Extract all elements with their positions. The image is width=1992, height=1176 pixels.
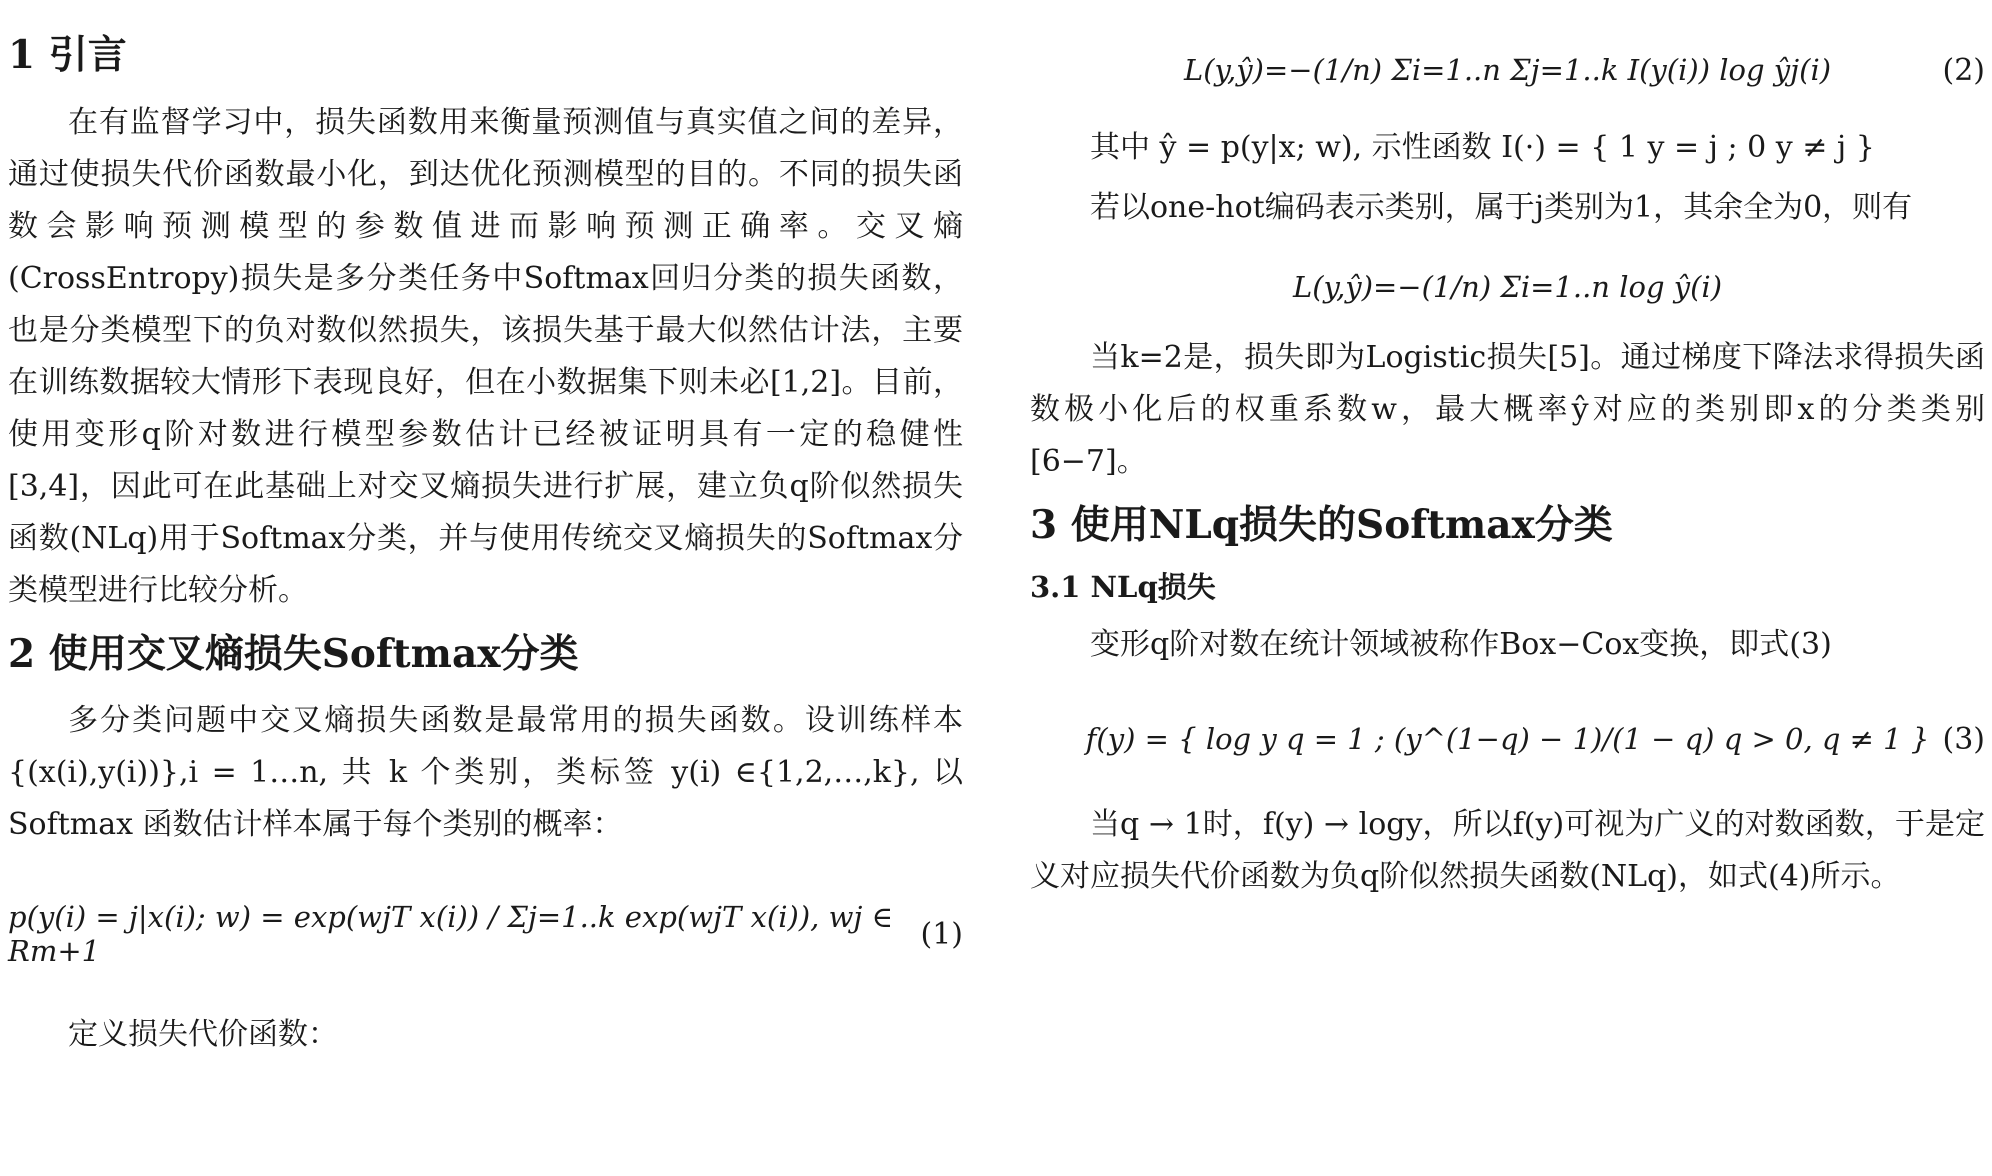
- equation-onehot-body: L(y,ŷ)=−(1/n) Σi=1..n log ŷ(i): [1292, 270, 1723, 304]
- boxcox-paragraph: 变形q阶对数在统计领域被称作Box−Cox变换，即式(3): [1090, 627, 1832, 663]
- equation-2-number: (2): [1942, 52, 1985, 88]
- equation-3: [1030, 679, 1985, 799]
- section-2-heading: 2 使用交叉熵损失Softmax分类: [8, 630, 579, 677]
- subsection-3-1-heading: 3.1 NLq损失: [1030, 569, 1216, 604]
- equation-2: [1030, 18, 1985, 122]
- logistic-paragraph: 当k=2是，损失即为Logistic损失[5]。通过梯度下降法求得损失函数极小化后的权重系数w，最大概率ŷ对应的类别即x的分类类别[6−7]。: [1030, 340, 1985, 479]
- equation-3-body: f(y) = { log y q = 1 ; (y^(1−q) − 1)/(1 − q) q > 0, q ≠ 1 }: [1085, 722, 1930, 757]
- section-1-heading: 1 引言: [8, 32, 127, 78]
- indicator-paragraph: 其中 ŷ = p(y|x; w), 示性函数 I(·) = { 1 y = j ; 0 y ≠ j }: [1090, 130, 1875, 165]
- equation-onehot: [1030, 242, 1985, 332]
- nlq-definition-paragraph: 当q → 1时，f(y) → logy，所以f(y)可视为广义的对数函数，于是定义对应损失代价函数为负q阶似然损失函数(NLq)，如式(4)所示。: [1030, 807, 1985, 895]
- loss-definition-paragraph: 定义损失代价函数：: [68, 1017, 338, 1053]
- equation-1-body: p(y(i) = j|x(i); w) = exp(wjT x(i)) / Σj=1..k exp(wjT x(i)), wj ∈ Rm+1: [8, 900, 894, 969]
- section-3-heading: 3 使用NLq损失的Softmax分类: [1030, 502, 1613, 548]
- intro-paragraph: 在有监督学习中，损失函数用来衡量预测值与真实值之间的差异，通过使损失代价函数最小化，到达优化预测模型的目的。不同的损失函数会影响预测模型的参数值进而影响预测正确率。交叉熵(CrossEntropy)损失是多分类任务中Softmax回归分类的损失函数，也是分类模型下的负对数似然损失，该损失基于最大似然估计法，主要在训练数据较大情形下表现良好，但在小数据集下则未必[1,2]。目前，使用变形q阶对数进行模型参数估计已经被证明具有一定的稳健性[3,4]，因此可在此基础上对交叉熵损失进行扩展，建立负q阶似然损失函数(NLq)用于Softmax分类，并与使用传统交叉熵损失的Softmax分类模型进行比较分析。: [8, 104, 963, 608]
- onehot-paragraph: 若以one-hot编码表示类别，属于j类别为1，其余全为0，则有: [1090, 190, 1913, 225]
- equation-1-number: (1): [920, 916, 963, 952]
- equation-1: [8, 859, 963, 1009]
- softmax-paragraph: 多分类问题中交叉熵损失函数是最常用的损失函数。设训练样本{(x(i),y(i))},i = 1…n, 共 k 个类别，类标签 y(i) ∈{1,2,…,k}, 以 Softmax 函数估计样本属于每个类别的概率：: [8, 703, 963, 843]
- right-column: [1030, 18, 1985, 911]
- equation-2-body: L(y,ŷ)=−(1/n) Σi=1..n Σj=1..k I(y(i)) log ŷj(i): [1183, 53, 1832, 87]
- left-column: [8, 18, 963, 1069]
- equation-3-number: (3): [1942, 721, 1985, 757]
